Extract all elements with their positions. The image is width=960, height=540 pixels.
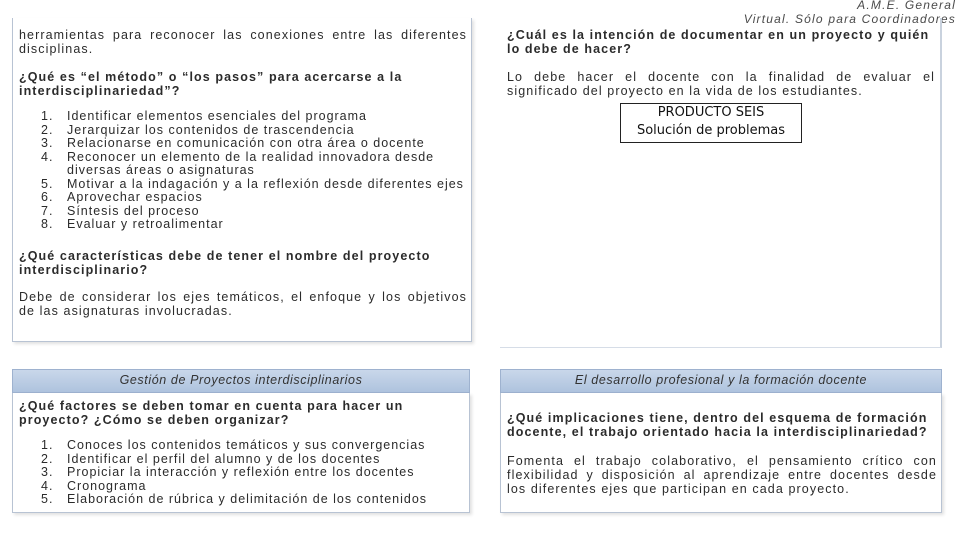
list-item-number: 2. [41, 122, 54, 137]
list-item-number: 4. [41, 478, 54, 493]
intro-text: herramientas para reconocer las conexiones entre las diferentes disciplinas. [19, 28, 467, 56]
answer-project-name: Debe de considerar los ejes temáticos, el enfoque y los objetivos de las asignaturas involucradas. [19, 289, 467, 318]
question-implications: ¿Qué implicaciones tiene, dentro del esquema de formación docente, el trabajo orientado hacia la interdisciplinariedad? [507, 411, 928, 439]
list-item [19, 493, 465, 507]
list-item [19, 480, 465, 494]
list-item-text: Reconocer un elemento de la realidad innovadora desde diversas áreas o asignaturas [67, 149, 435, 177]
list-item [19, 110, 467, 124]
list-item-text: Relacionarse en comunicación con otra área o docente [67, 136, 425, 150]
list-item [19, 439, 465, 453]
section-title-right: El desarrollo profesional y la formación docente [500, 369, 942, 393]
question-method: ¿Qué es “el método” o “los pasos” para acercarse a la interdisciplinariedad”? [19, 70, 403, 98]
left-bottom-panel [12, 393, 470, 513]
list-item [19, 137, 467, 151]
list-item-number: 3. [41, 136, 54, 150]
list-item [19, 218, 467, 232]
answer-implications: Fomenta el trabajo colaborativo, el pensamiento crítico con flexibilidad y disposición al aprendizaje entre docentes desde los diferentes ejes que participan en cada proyecto. [507, 454, 937, 496]
list-item [19, 151, 467, 178]
list-item-number: 1. [41, 109, 54, 123]
list-item-number: 5. [41, 492, 54, 506]
right-bottom-panel [500, 393, 942, 513]
question-factors: ¿Qué factores se deben tomar en cuenta para hacer un proyecto? ¿Cómo se deben organizar? [19, 399, 404, 427]
list-item-number: 7. [41, 203, 54, 218]
list-item-text: Aprovechar espacios [67, 190, 203, 204]
list-item-number: 8. [41, 217, 54, 231]
list-item [19, 453, 465, 467]
list-item-number: 5. [41, 176, 54, 191]
list-item-text: Evaluar y retroalimentar [67, 217, 224, 231]
list-item-number: 3. [41, 465, 54, 479]
factors-steps-list [19, 439, 465, 507]
section-title-left: Gestión de Proyectos interdisciplinarios [12, 369, 470, 393]
header-line2: Virtual. Sólo para Coordinadores [743, 12, 956, 26]
method-steps-list [19, 110, 467, 232]
list-item-text: Cronograma [67, 478, 147, 493]
list-item [19, 466, 465, 480]
list-item-text: Elaboración de rúbrica y delimitación de los contenidos [67, 492, 428, 506]
list-item-number: 6. [41, 190, 54, 204]
list-item-text: Motivar a la indagación y a la reflexión desde diferentes ejes [67, 176, 464, 191]
list-item [19, 124, 467, 138]
answer-documentation: Lo debe hacer el docente con la finalidad de evaluar el significado del proyecto en la vida de los estudiantes. [507, 70, 935, 98]
list-item [19, 205, 467, 219]
product-line1: PRODUCTO SEIS [657, 105, 765, 120]
list-item-text: Conoces los contenidos temáticos y sus convergencias [67, 438, 426, 452]
question-project-name: ¿Qué características debe de tener el nombre del proyecto interdisciplinario? [19, 248, 431, 277]
right-top-panel [500, 18, 942, 348]
list-item-text: Identificar elementos esenciales del programa [67, 109, 367, 123]
list-item [19, 191, 467, 205]
product-label-box [620, 103, 802, 143]
left-top-panel [12, 18, 472, 342]
list-item-number: 1. [41, 438, 54, 452]
question-documentation: ¿Cuál es la intención de documentar en un proyecto y quién lo debe de hacer? [507, 28, 930, 56]
list-item-text: Jerarquizar los contenidos de trascendencia [67, 122, 355, 137]
list-item [19, 178, 467, 192]
list-item-number: 4. [41, 149, 54, 164]
list-item-text: Identificar el perfil del alumno y de los docentes [67, 451, 381, 466]
list-item-text: Síntesis del proceso [67, 203, 200, 218]
list-item-number: 2. [41, 451, 54, 466]
product-line2: Solución de problemas [636, 123, 786, 138]
header-line1: A.M.E. General [857, 0, 956, 12]
list-item-text: Propiciar la interacción y reflexión entre los docentes [67, 465, 415, 479]
